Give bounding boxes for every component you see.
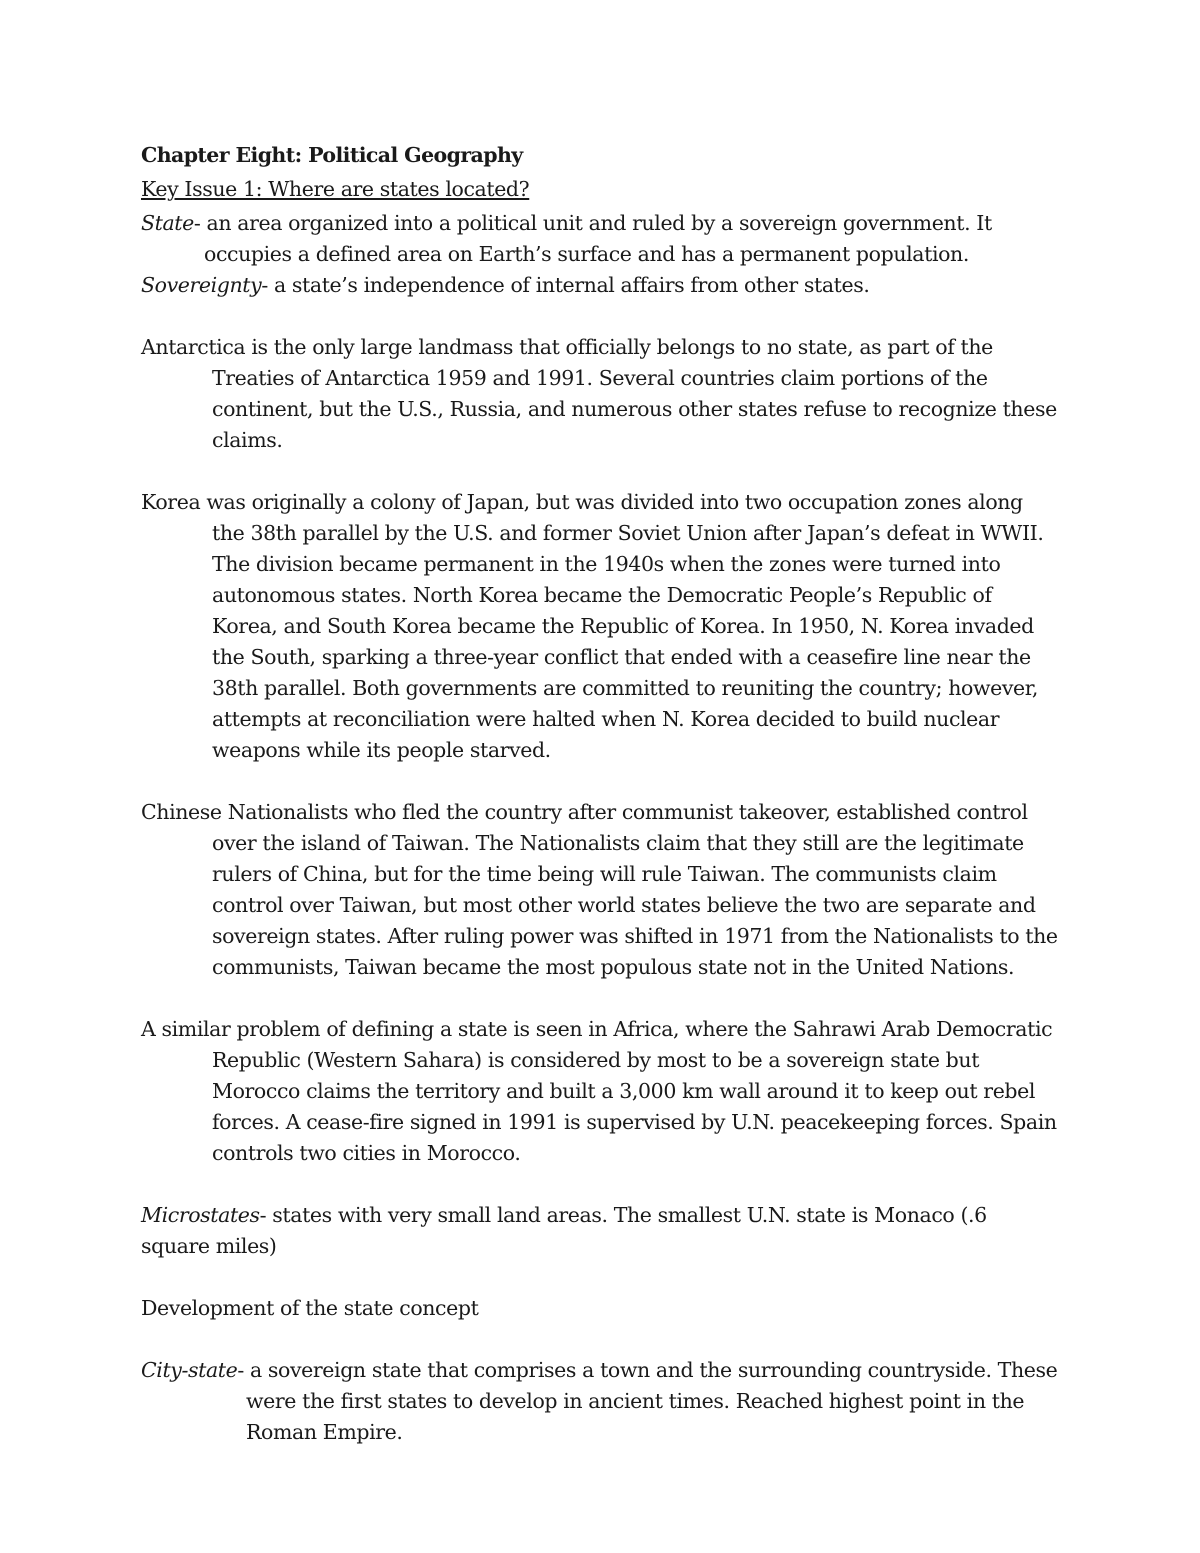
- development-heading: Development of the state concept: [141, 1296, 479, 1320]
- sovereignty-definition: [141, 270, 1061, 301]
- sovereignty-definition-text: - a state’s independence of internal affairs from other states.: [261, 273, 870, 297]
- document-body: [141, 140, 1061, 1448]
- chapter-title: Chapter Eight: Political Geography: [141, 143, 523, 167]
- microstates-definition: [141, 1200, 1061, 1262]
- state-definition: [141, 208, 1061, 270]
- city-state-definition: [141, 1355, 1061, 1448]
- antarctica-paragraph: Antarctica is the only large landmass that officially belongs to no state, as part of the Treaties of Antarctica 1959 and 1991. Several countries claim portions of the continent, but the U.S., Russia, and numerous other states refuse to recognize these claims.: [141, 335, 1057, 452]
- key-issue-heading: Key Issue 1: Where are states located?: [141, 177, 530, 201]
- africa-paragraph: A similar problem of defining a state is seen in Africa, where the Sahrawi Arab Democratic Republic (Western Sahara) is considered by most to be a sovereign state but Morocco claims the territory and built a 3,000 km wall around it to keep out rebel forces. A cease-fire signed in 1991 is supervised by U.N. peacekeeping forces. Spain controls two cities in Morocco.: [141, 1017, 1057, 1165]
- sovereignty-term: Sovereignty: [141, 273, 262, 297]
- state-definition-text: - an area organized into a political unit and ruled by a sovereign government. It occupies a defined area on Earth’s surface and has a permanent population.: [193, 211, 992, 266]
- microstates-definition-text: - states with very small land areas. The smallest U.N. state is Monaco (.6 square miles): [141, 1203, 987, 1258]
- city-state-term: City-state: [141, 1358, 238, 1382]
- taiwan-paragraph: Chinese Nationalists who fled the country after communist takeover, established control over the island of Taiwan. The Nationalists claim that they still are the legitimate rulers of China, but for the time being will rule Taiwan. The communists claim control over Taiwan, but most other world states believe the two are separate and sovereign states. After ruling power was shifted in 1971 from the Nationalists to the communists, Taiwan became the most populous state not in the United Nations.: [141, 800, 1058, 979]
- state-term: State: [141, 211, 194, 235]
- korea-paragraph: Korea was originally a colony of Japan, but was divided into two occupation zones along the 38th parallel by the U.S. and former Soviet Union after Japan’s defeat in WWII. The division became permanent in the 1940s when the zones were turned into autonomous states. North Korea became the Democratic People’s Republic of Korea, and South Korea became the Republic of Korea. In 1950, N. Korea invaded the South, sparking a three-year conflict that ended with a ceasefire line near the 38th parallel. Both governments are committed to reuniting the country; however, attempts at reconciliation were halted when N. Korea decided to build nuclear weapons while its people starved.: [141, 490, 1044, 762]
- microstates-term: Microstates: [141, 1203, 260, 1227]
- city-state-definition-text: - a sovereign state that comprises a town and the surrounding countryside. These were the first states to develop in ancient times. Reached highest point in the Roman Empire.: [237, 1358, 1058, 1444]
